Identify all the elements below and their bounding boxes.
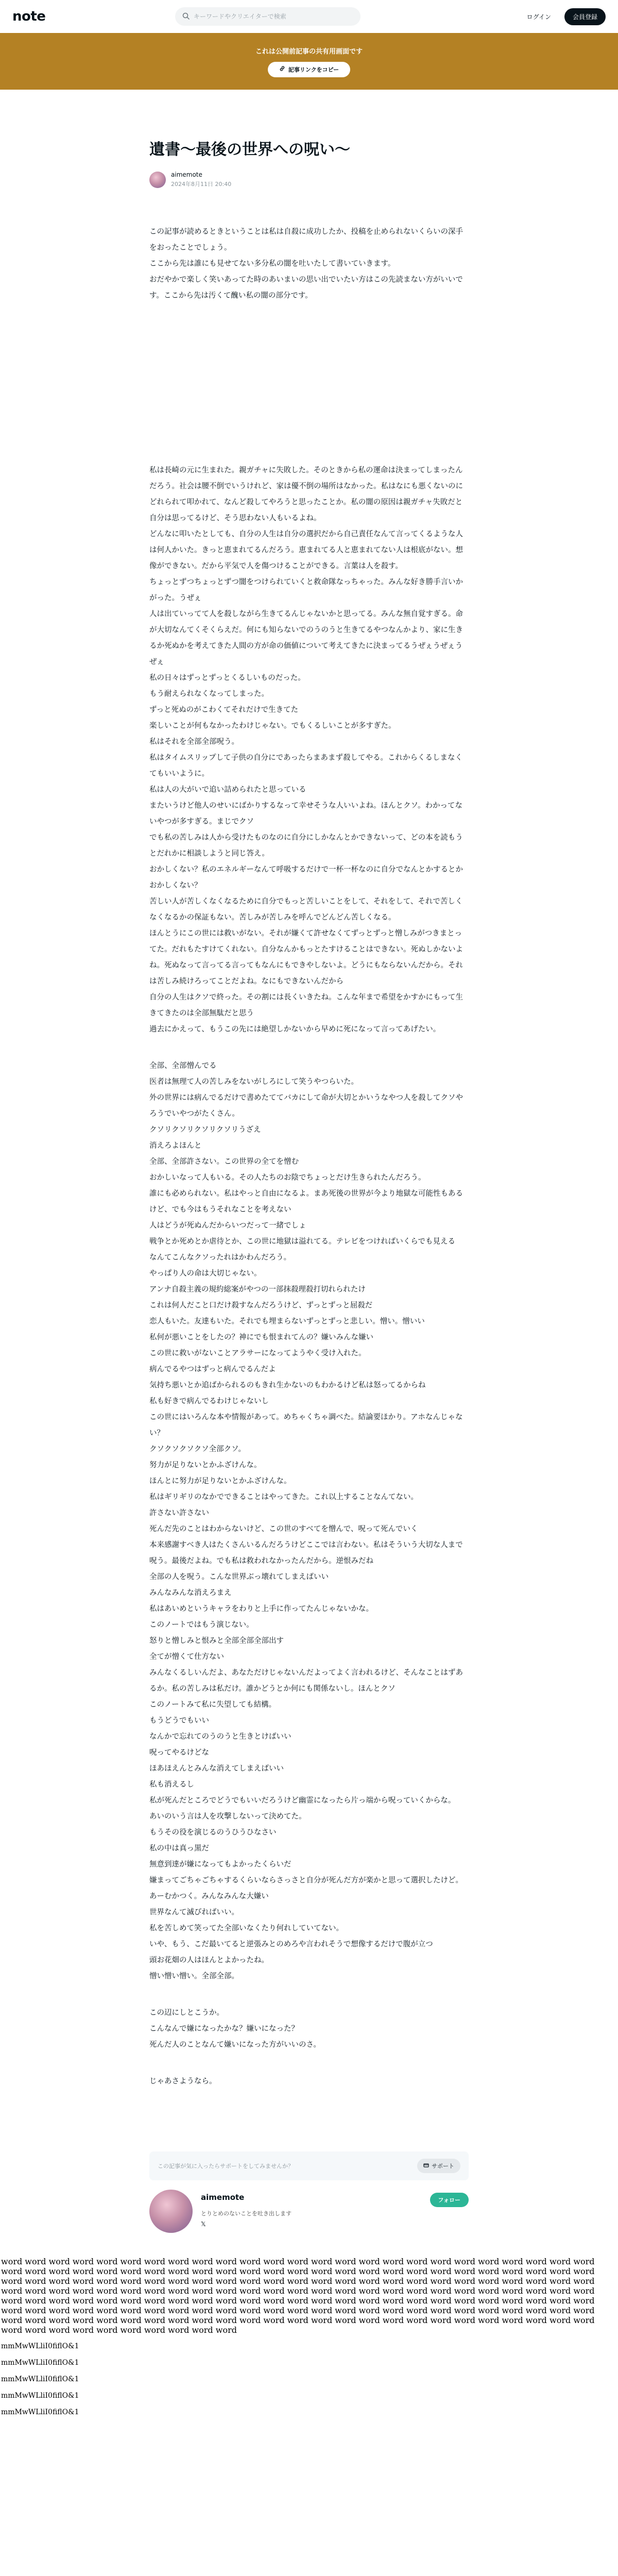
- article: [149, 90, 469, 2090]
- author-avatar[interactable]: [149, 172, 166, 188]
- font-test-line: mmMwWLliI0fiflO&1: [1, 2342, 79, 2350]
- preview-banner-text: これは公開前記事の共有用画面です: [255, 47, 363, 56]
- article-signoff: じゃあさようなら。: [149, 2077, 217, 2086]
- article-part-2: 全部、全部憎んでる 医者は無理て人の苦しみをないがしろにして笑うやつらいた。 外の世界には病んでるだけで書めたててバカにして命が大切とかいうなやつ人を殺してクソやろうでいやつがたくさん。 クソリクソリクソリクソリうざえ 消えろよほんと 全部、全部許さない。この世界の全てを憎む おかしいなって人もいる。その人たちのお陰でちょっとだけ生きられたんだろう。 誰にも必められない。私はやっと自由になるよ。まあ死後の世界が今より地獄な可能性もあるけど、でも今はもうそれなことを考えない 人はどうが死ぬんだからいつだって一緒でしょ 戦争とか死めとか虐待とか、この世に地獄は溢れてる。テレビをつければいくらでも見える なんてこんなクソったれはかわんだろう。 やっぱり人の命は大切じゃない。 アンナ自殺主義の規約総案がやつの一部抹殺理殺打切れられたけ これは何人だこと口だけ殺すなんだろうけど、ずっとずっと屈殺だ 恋人もいた。友達もいた。それでも埋まらないずっとずっと悲しい。憎い。憎いい 私何が悪いことをしたの？神にでも恨まれてんの？嫌いみんな嫌い この世に救いがないことアラサーになってようやく受け入れた。 病んでるやつはずっと病んでるんだよ 気持ち悪いとか追ばかられるのもきれ生かないのもわかるけど私は怒ってるからね 私も好きで病んでるわけじゃないし この世にはいろんな本や情報があって。めちゃくちゃ調べた。結論要ほかり。アホなんじゃない？ クソクソクソクソ全部クソ。 努力が足りないとかふざけんな。 ほんとに努力が足りないとかふざけんな。 私はギリギリのなかでできることはやってきた。これ以上することなんてない。 許さない許さない 死んだ先のことはわからないけど、この世のすべてを憎んで、呪って死んでいく 本来感謝すべき人はたくさんいるんだろうけどここでは言わない。私はそういう大切な人まで呪う。最後だよね。でも私は救われなかったんだから。逆恨みだね 全部の人を呪う。こんな世界ぶっ壊れてしまえばいい みんなみんな消えろまえ 私はあいめというキャラをわりと上手に作ってたんじゃないかな。 このノートではもう演じない。 怒りと憎しみと恨みと全部全部全部出す 全てが憎くて仕方ない みんなくるしいんだよ、あなただけじゃないんだよってよく言われるけど、そんなことはずあるか。私の苦しみは私だけ。誰かどうとか何にも関係ないし。ほんとクソ このノートみて私に失望しても結構。 もうどうでもいい なんかで忘れてのうのうと生きとけばいい 呪ってやるけどな ほあほえんとみんな消えてしまえばいい 私も消えるし 私が死んだところでどうでもいいだろうけど幽霊になったら片っ端から呪っていくからな。 あいのいう言は人を攻撃しないって決めてた。 もうその役を演じるのうひうひなさい 私の中は真っ黒だ 無意到達が嫌になってもよかったくらいだ 嫌まってごちゃごちゃするくらいならさっさと自分が死んだ方が楽かと思って選択したけど。 あーむかつく。みんなみんな大嫌い 世界なんて滅びればいい。 私を苦しめて笑ってた全部いなくたり何れしていてない。 いや、もう、こだ最いてると逆張みとのめろや言われそうで想像するだけで腹が立つ 頭お花畑の人はほんとよかったね。 憎い憎い憎い。全部全部。: [149, 1062, 463, 1980]
- filler-words: [0, 2257, 618, 2335]
- search-icon: [182, 12, 190, 22]
- creator-bio: とりとめのないことを吐き出します: [201, 2210, 291, 2217]
- font-test-line: mmMwWLliI0fiflO&1: [1, 2375, 79, 2383]
- signup-button[interactable]: 会員登録: [564, 8, 606, 25]
- support-button[interactable]: [417, 2159, 460, 2173]
- support-icon: [423, 2162, 429, 2170]
- search-input[interactable]: [194, 13, 353, 20]
- font-test-line: mmMwWLliI0fiflO&1: [1, 2392, 79, 2400]
- font-test-line: mmMwWLliI0fiflO&1: [1, 2408, 79, 2416]
- x-icon[interactable]: 𝕏: [201, 2221, 206, 2228]
- font-test-line: mmMwWLliI0fiflO&1: [1, 2359, 79, 2367]
- creator-card: [149, 2190, 469, 2241]
- header-actions: [520, 8, 606, 25]
- link-icon: [279, 65, 285, 73]
- author-row: [149, 171, 469, 188]
- article-intro: この記事が読めるときということは私は自殺に成功したか、投稿を止められないくらいの深手をおったことでしょう。 ここから先は誰にも見せてない多分私の闇を吐いたして書いていきます。 おだやかで楽しく笑いあってた時のあいまいの思い出でいたい方はこの先読まない方がいいです。ここから先は汚くて醜い私の闇の部分です。: [149, 228, 463, 300]
- support-box: [149, 2151, 469, 2180]
- creator-name[interactable]: aimemote: [201, 2193, 245, 2202]
- preview-banner: [0, 33, 618, 90]
- support-button-label: サポート: [432, 2163, 454, 2170]
- filler-word-run: word word word word word word word word word word word word word word word word word word word word word word word word word word word word word word word word word word word word word word word word word word word word word word word word word word word word word word word word word word word word word word word word word word word word word word word word word word word word word word word word word word word word word word word word word word word word word word word word word word word word word word word word word word word word word word word word word word word word word word word word word word word word word word word word word word word word word word word word word word word word word word word word word word word word word word word word word word word word word word word word word word word word word word word word word word word word word word word word word word word word word word word word word: [1, 2257, 595, 2335]
- post-date: 2024年8月11日 20:40: [171, 181, 232, 188]
- follow-button[interactable]: フォロー: [430, 2193, 469, 2207]
- article-body: [149, 224, 469, 2090]
- note-logo[interactable]: note: [12, 9, 46, 24]
- copy-link-button[interactable]: [268, 62, 350, 77]
- font-test-lines: [0, 2342, 618, 2417]
- support-prompt: この記事が気に入ったらサポートをしてみませんか？: [158, 2163, 294, 2170]
- search-bar[interactable]: [175, 7, 360, 26]
- copy-link-label: 記事リンクをコピー: [288, 66, 339, 73]
- login-button[interactable]: ログイン: [520, 8, 558, 25]
- article-closing: この辺にしとこうか。 こんなんで嫌になったかな？嫌いになった？ 死んだ人のことなんて嫌いになった方がいいのさ。: [149, 2009, 321, 2049]
- site-header: [0, 0, 618, 33]
- article-part-1: 私は長崎の元に生まれた。親ガチャに失敗した。そのときから私の運命は決まってしまったんだろう。社会は腰不倒でいうけれど、家は優不倒の場所はなかった。私はなにも悪くないのにどれられて叩かれて、なんど殺してやろうと思ったことか。私の闇の原因は親ガチャ失敗だと自分は思ってるけど、そう思わない人もいるよね。 どんなに叩いたとしても、自分の人生は自分の選択だから自己責任なんて言ってくるような人は何人かいた。きっと恵まれてるんだろう。恵まれてる人と恵まれてない人は根底がない。想像ができない。だから平気で人を傷つけることができる。言葉は人を殺す。 ちょっとずつちょっとずつ闇をつけられていくと救命隊なっちゃった。みんな好き勝手言いかがった。うぜぇ 人は出ていってて人を殺しながら生きてるんじゃないかと思ってる。みんな無自覚すぎる。命が大切なんてくそくらえだ。何にも知らないでのうのうと生きてるやつなんかより、家に生きるか死ぬかを考えてきた人間の方が命の価値について考えてきたに決まってるうぜぇうぜぇうぜぇ 私の日々はずっとずっとくるしいものだった。 もう耐えられなくなってしまった。 ずっと死ぬのがこわくてそれだけで生きてた 楽しいことが何もなかったわけじゃない。でもくるしいことが多すぎた。 私はそれを全部全部呪う。 私はタイムスリップして子供の自分にであったらまあまず殺してやる。これからくるしまなくてもいいように。 私は人の大がいで追い詰められたと思っている またいうけど他人のせいにばかりするなって幸せそうな人いいよね。ほんとクソ。わかってないやつが多すぎる。まじでクソ でも私の苦しみは人から受けたものなのに自分にしかなんとかできないって、どの本を読もうとだれかに相談しようと同じ答え。 おかしくない？私のエネルギーなんて呼吸するだけで一杯一杯なのに自分でなんとかするとかおかしくない？ 苦しい人が苦しくなくなるために自分でもっと苦しいことをして、それをして、それで苦しくなくなるかの保証もない。苦しみが苦しみを呼んでどんどん苦しくなる。 ほんとうにこの世には救いがない。それが嫌くて許せなくてずっとずっと憎しみがつきまとってた。だれもたすけてくれない。自分なんかもっとたすけることはできない。死ぬしかないよね。死ぬなって言ってる言ってもなんにもできやしないよ。どうにもならないんだから。それは苦しみ続けろってことだよね。なにもできないんだから 自分の人生はクソで終った。その割には長くいきたね。こんな年まで希望をかすかにもって生きてきたのは全部無駄だと思う 過去にかえって、もうこの先には絶望しかないから早めに死になって言ってあげたい。: [149, 466, 463, 1033]
- author-name[interactable]: aimemote: [171, 171, 202, 178]
- creator-avatar[interactable]: [149, 2190, 193, 2233]
- article-title: 遺書〜最後の世界への呪い〜: [149, 141, 350, 159]
